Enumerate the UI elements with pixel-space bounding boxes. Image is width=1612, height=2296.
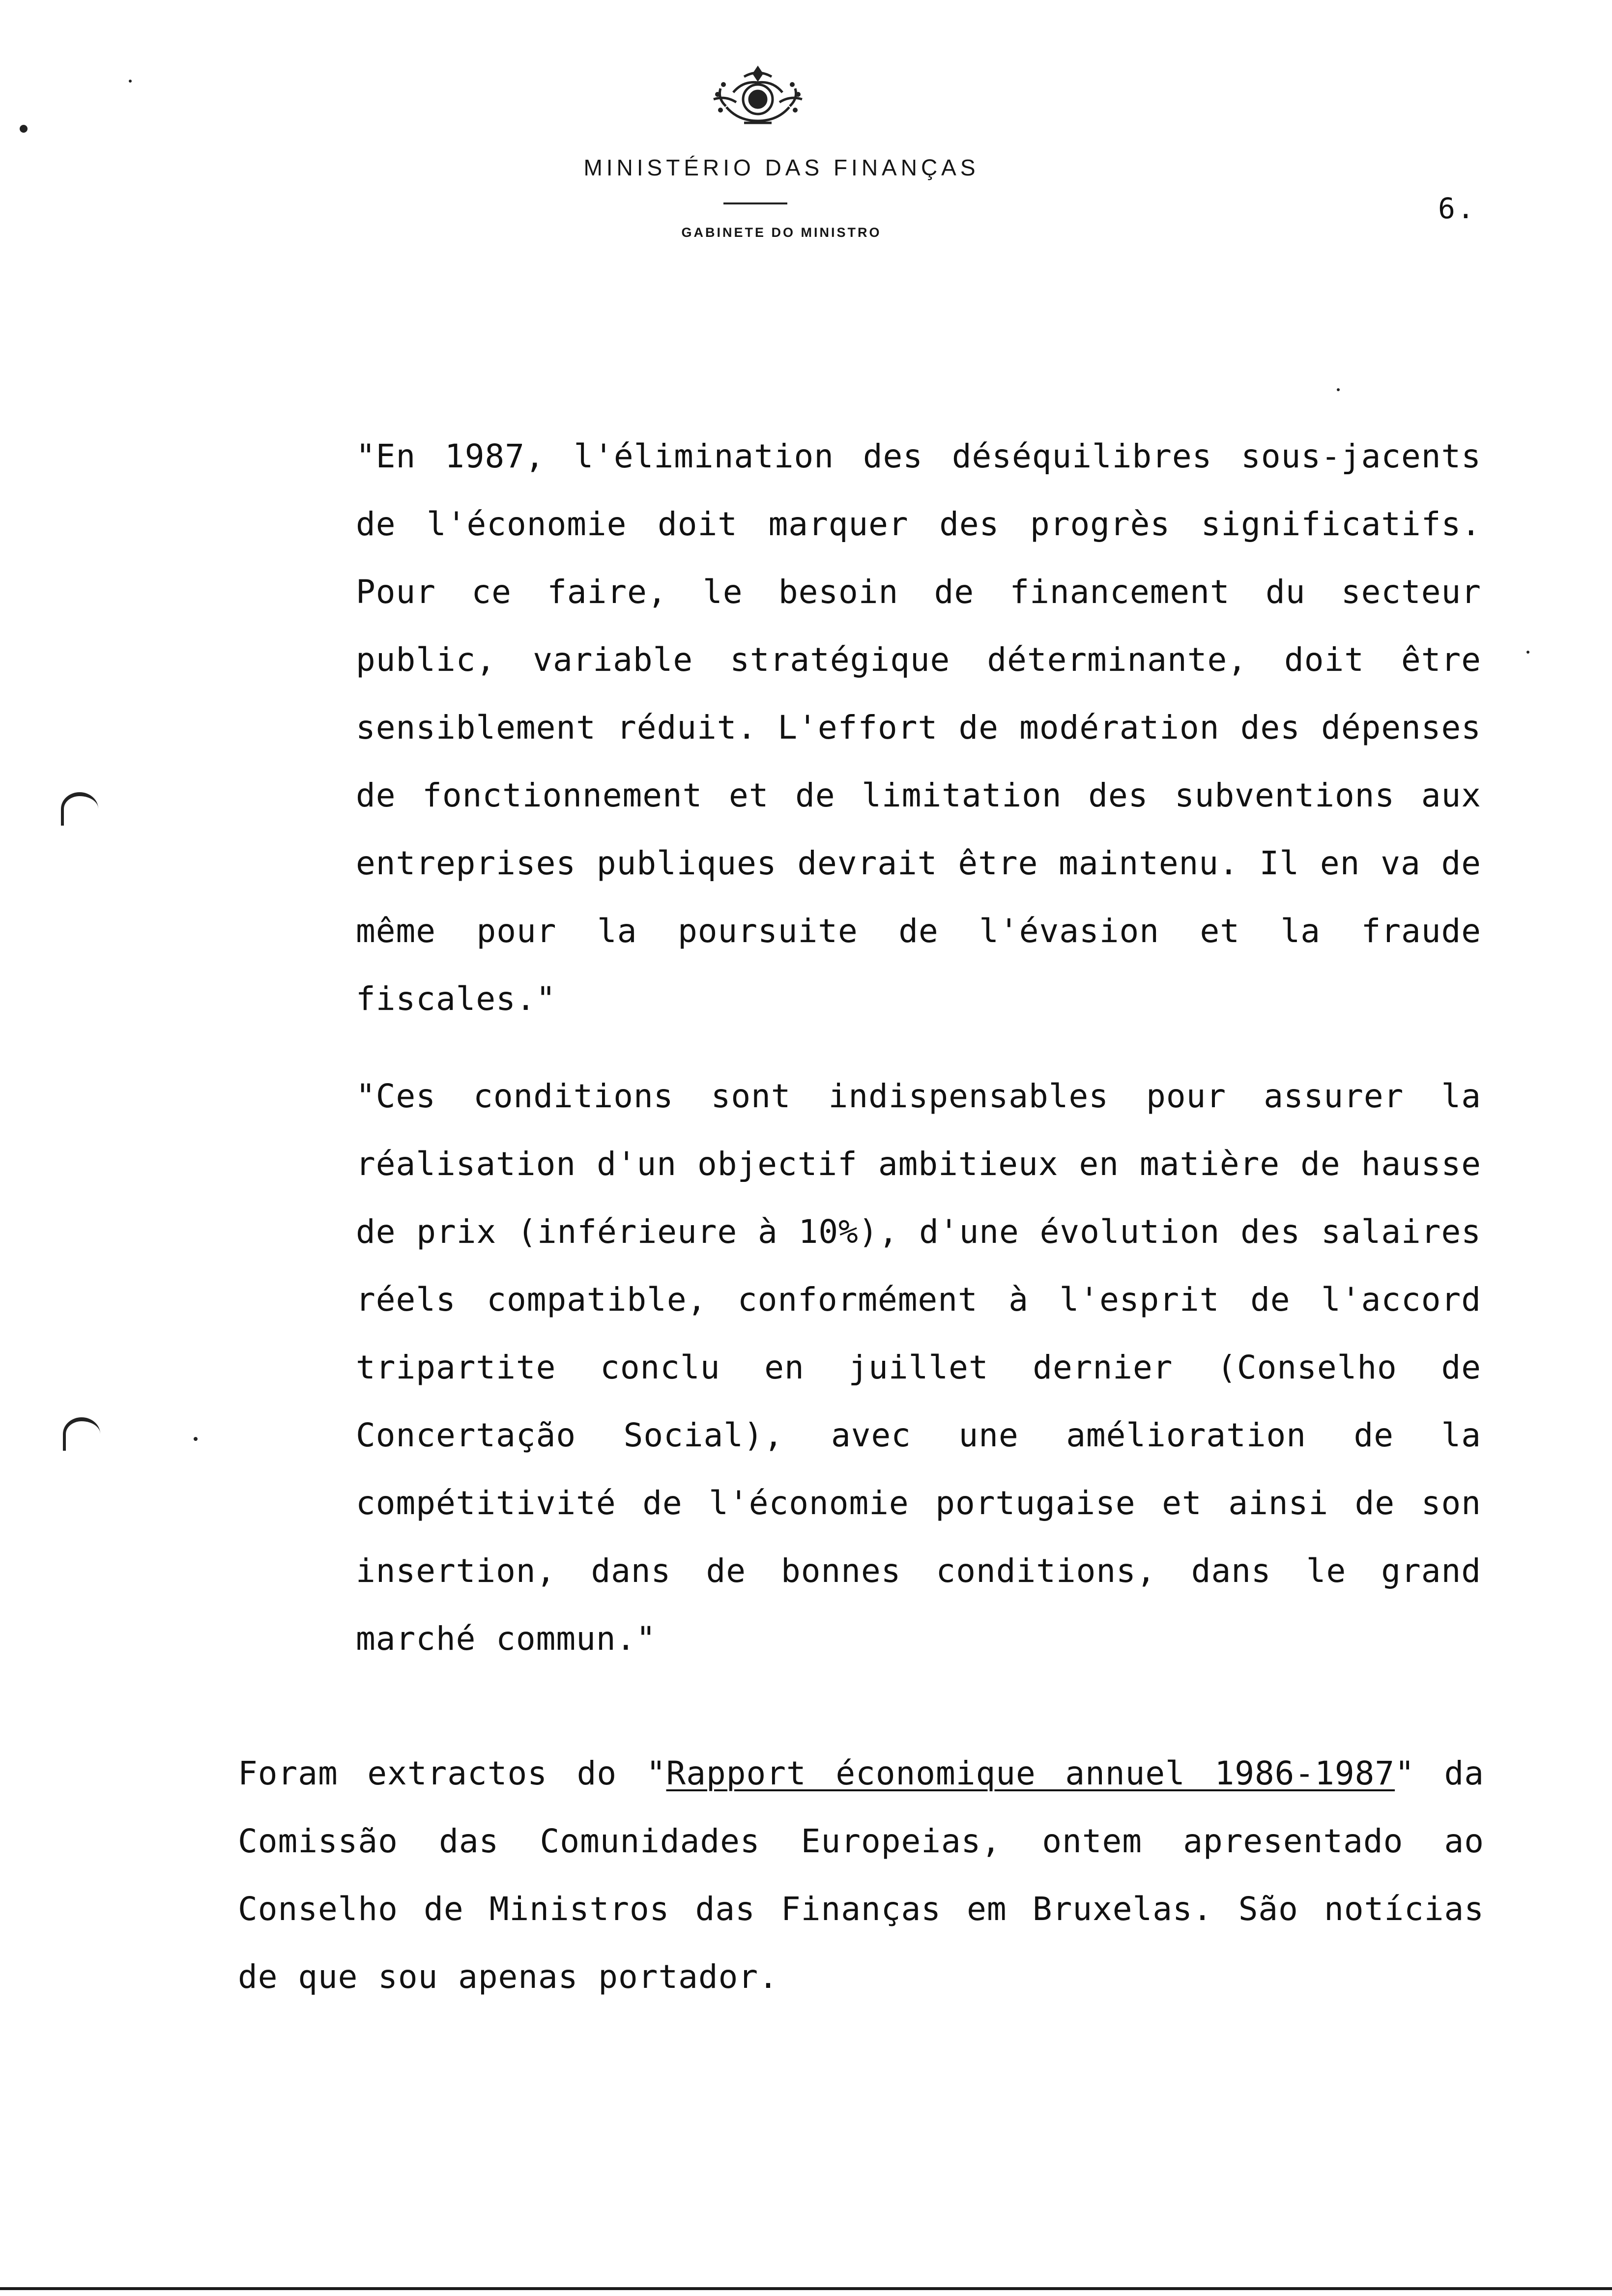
header-divider: [723, 202, 787, 204]
closing-text-start: Foram extractos do ": [238, 1754, 666, 1792]
punch-hole-mark: [63, 1417, 100, 1451]
ministry-name: MINISTÉRIO DAS FINANÇAS: [583, 155, 979, 180]
cabinet-name: GABINETE DO MINISTRO: [681, 225, 882, 240]
scan-speck: [129, 80, 132, 83]
scan-speck: [1526, 651, 1529, 654]
report-title: Rapport économique annuel 1986-1987: [666, 1754, 1395, 1792]
quote-paragraph-2: "Ces conditions sont indispensables pour assurer la réalisation d'un objectif ambitieux en matière de hausse de prix (inférieure à 10%), d'une évolution des salaires réels compatible, conformément à l'esprit de l'accord tripartite conclu en juillet dernier (Conselho de Concertação Social), avec une amélioration de la compétitivité de l'économie portugaise et ainsi de son insertion, dans de bonnes conditions, dans le grand marché commun.": [356, 1077, 1481, 1658]
page-bottom-edge: [0, 2287, 1612, 2290]
scan-speck: [20, 125, 28, 133]
punch-hole-mark: [61, 792, 98, 826]
coat-of-arms-icon: [699, 63, 817, 132]
page-number: 6.: [1438, 192, 1476, 225]
closing-text-end: " da Comissão das Comunidades Europeias, ontem apresentado ao Conselho de Ministros das Finanças em Bruxelas. São notícias de que sou apenas portador.: [238, 1754, 1484, 1996]
scan-speck: [194, 1437, 198, 1441]
closing-paragraph: [238, 1740, 1484, 2011]
quote-paragraph-1: "En 1987, l'élimination des déséquilibres sous-jacents de l'économie doit marquer des progrès significatifs. Pour ce faire, le besoin de financement du secteur public, variable stratégique déterminante, doit être sensiblement réduit. L'effort de modération des dépenses de fonctionnement et de limitation des subventions aux entreprises publiques devrait être maintenu. Il en va de même pour la poursuite de l'évasion et la fraude fiscales.": [356, 437, 1481, 1018]
scan-speck: [1337, 388, 1340, 391]
